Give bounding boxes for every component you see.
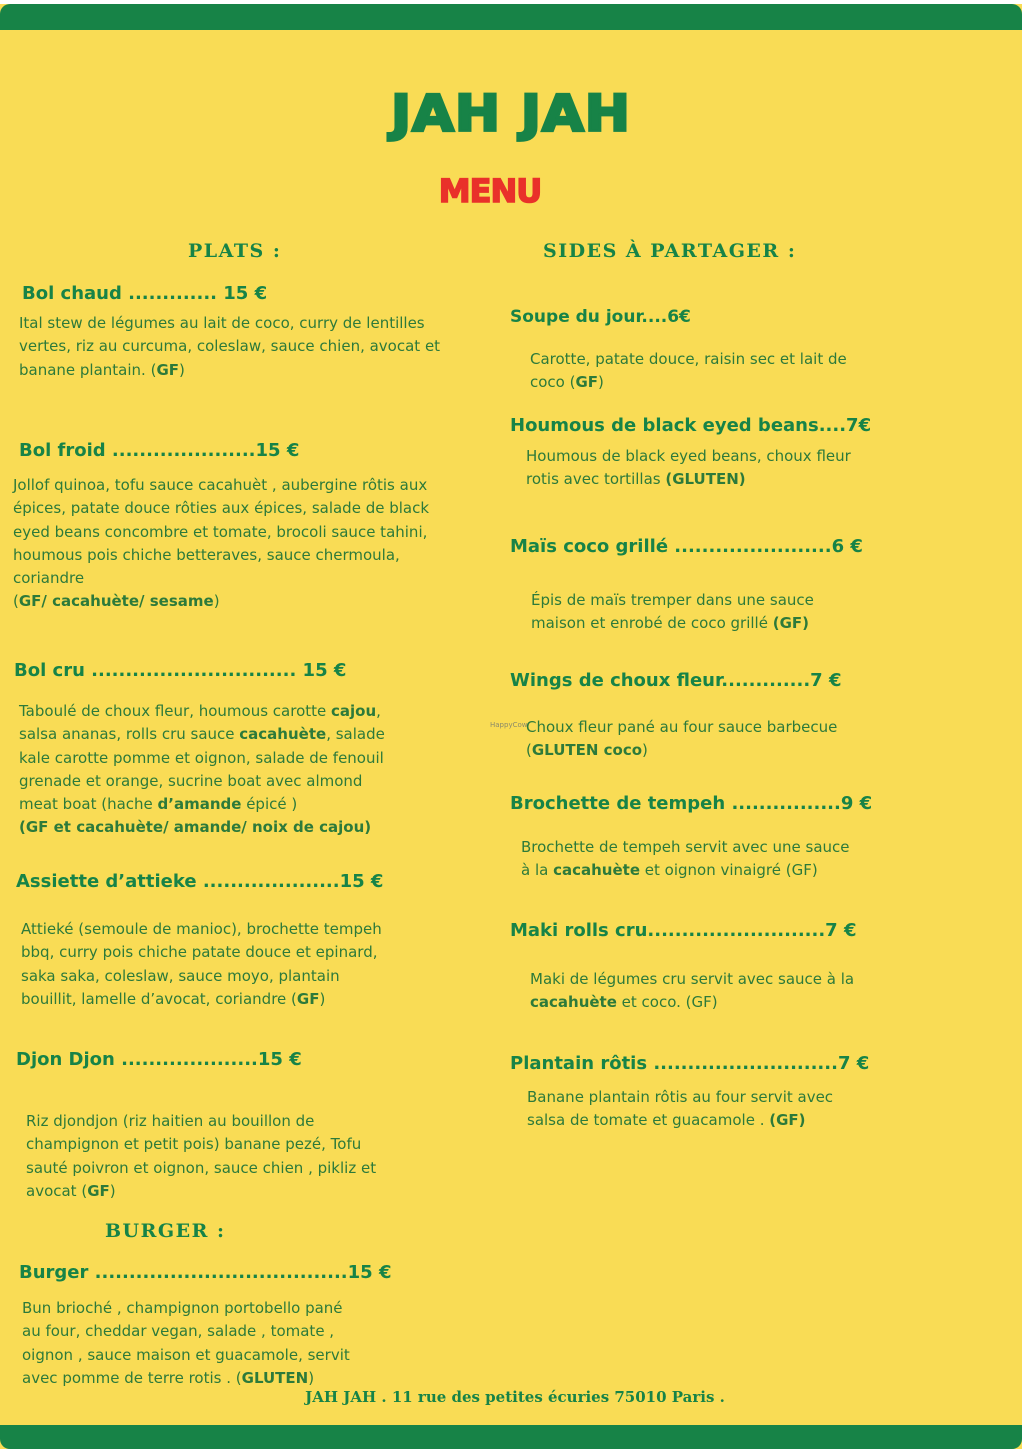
item-burger-desc [22, 1297, 350, 1390]
side-mais-title: Maïs coco grillé .......................6 € [510, 536, 863, 557]
bold-fragment: GF [296, 989, 320, 1008]
description-line: grenade et orange, sucrine boat avec almond [19, 771, 363, 790]
item-djon-djon-desc [26, 1110, 376, 1203]
restaurant-name: JAH JAH [391, 84, 631, 143]
description-line [13, 590, 429, 613]
text-fragment: meat boat (hache [19, 795, 158, 814]
text-fragment: ) [179, 360, 185, 379]
bold-fragment: GLUTEN [241, 1368, 309, 1387]
description-line: kale carotte pomme et oignon, salade de fenouil [19, 748, 384, 767]
text-fragment: Taboulé de choux fleur, houmous carotte [19, 702, 332, 720]
menu-page [0, 4, 1022, 1449]
description-line [530, 991, 854, 1014]
bold-fragment: cacahuète [239, 725, 327, 744]
description-line: Brochette de tempeh servit avec une sauce [521, 838, 850, 856]
bold-fragment: GF [87, 1181, 110, 1200]
bold-fragment: cajou [331, 702, 377, 720]
item-bol-froid-desc [13, 474, 429, 614]
text-fragment: épicé ) [241, 795, 298, 814]
description-line: saka saka, coleslaw, sauce moyo, plantain [21, 966, 340, 985]
item-bol-cru-title: Bol cru .............................. 15 € [14, 660, 347, 681]
text-fragment: coco ( [530, 373, 576, 392]
side-plantain-title: Plantain rôtis ...........................7 € [510, 1053, 870, 1074]
menu-title: MENU [438, 172, 542, 210]
text-fragment: bouillit, lamelle d’avocat, coriandre ( [21, 989, 297, 1008]
bold-fragment: (GF) [769, 1111, 806, 1130]
bold-fragment: cacahuète [553, 861, 640, 880]
bold-fragment: GLUTEN coco [531, 741, 643, 760]
description-line: Banane plantain rôtis au four servit avec [527, 1088, 834, 1106]
description-line: vertes, riz au curcuma, coleslaw, sauce chien, avocat et [19, 337, 441, 356]
description-line [19, 816, 385, 839]
plats-heading: PLATS : [188, 240, 282, 262]
text-fragment: , [376, 702, 381, 720]
text-fragment: , salade [326, 725, 385, 744]
description-line: Jollof quinoa, tofu sauce cacahuèt , aubergine rôtis aux [13, 476, 428, 494]
text-fragment: banane plantain. ( [19, 360, 157, 379]
description-line [526, 739, 837, 762]
text-fragment: ) [213, 592, 220, 611]
description-line: sauté poivron et oignon, sauce chien , pikliz et [26, 1158, 377, 1177]
description-line: Ital stew de légumes au lait de coco, curry de lentilles [19, 314, 425, 332]
side-plantain-desc [527, 1086, 833, 1133]
description-line: Houmous de black eyed beans, choux fleur [526, 447, 851, 465]
text-fragment: ) [319, 989, 326, 1008]
description-line: Choux fleur pané au four sauce barbecue [526, 718, 838, 736]
bottom-green-band [0, 1425, 1022, 1449]
description-line: au four, cheddar vegan, salade , tomate , [22, 1322, 335, 1341]
side-brochette-desc [521, 836, 850, 883]
item-bol-cru-desc [19, 700, 385, 840]
burger-heading: BURGER : [105, 1220, 226, 1242]
description-line: Bun brioché , champignon portobello pané [22, 1299, 343, 1317]
bold-fragment: cacahuète [530, 993, 617, 1012]
text-fragment: et oignon vinaigré (GF) [640, 861, 818, 880]
description-line [19, 723, 385, 746]
description-line: coriandre [13, 569, 85, 588]
description-line: houmous pois chiche betteraves, sauce chermoula, [13, 545, 400, 564]
happycow-watermark: HappyCow [490, 721, 528, 729]
text-fragment: salsa de tomate et guacamole . [527, 1111, 770, 1130]
text-fragment: ( [526, 741, 532, 760]
item-assiette-attieke-desc [21, 918, 382, 1011]
bold-fragment: (GF) [772, 614, 809, 633]
footer-address: JAH JAH . 11 rue des petites écuries 75010 Paris . [305, 1388, 725, 1406]
text-fragment: ) [109, 1181, 116, 1200]
side-houmous-desc [526, 445, 851, 492]
description-line: bbq, curry pois chiche patate douce et epinard, [21, 943, 378, 962]
item-burger-title: Burger .....................................15 € [19, 1262, 392, 1283]
text-fragment: et coco. (GF) [616, 993, 718, 1012]
side-mais-desc [531, 589, 814, 636]
description-line: Maki de légumes cru servit avec sauce à la [530, 970, 855, 988]
sides-heading: SIDES À PARTAGER : [543, 240, 797, 262]
description-line: Riz djondjon (riz haitien au bouillon de [26, 1112, 315, 1130]
description-line [22, 1367, 350, 1390]
description-line [19, 793, 385, 816]
text-fragment: ) [308, 1368, 315, 1387]
description-line [19, 359, 440, 382]
bold-fragment: GF [575, 373, 599, 392]
description-line: Attieké (semoule de manioc), brochette tempeh [21, 920, 382, 938]
description-line [526, 468, 851, 491]
side-maki-title: Maki rolls cru..........................7 € [510, 920, 857, 941]
description-line [26, 1180, 376, 1203]
text-fragment: salsa ananas, rolls cru sauce [19, 725, 240, 744]
item-bol-chaud-desc [19, 312, 440, 382]
description-line [527, 1109, 833, 1132]
side-brochette-title: Brochette de tempeh ................9 € [510, 793, 873, 814]
text-fragment: avocat ( [26, 1181, 88, 1200]
description-line: champignon et petit pois) banane pezé, Tofu [26, 1135, 362, 1154]
text-fragment: rotis avec tortillas [526, 470, 666, 489]
bold-fragment: (GLUTEN) [665, 470, 746, 489]
description-line [21, 988, 382, 1011]
side-wings-title: Wings de choux fleur.............7 € [510, 670, 842, 691]
text-fragment: ( [13, 592, 19, 611]
item-bol-froid-title: Bol froid .....................15 € [19, 440, 300, 461]
text-fragment: maison et enrobé de coco grillé [531, 614, 773, 633]
description-line: épices, patate douce rôties aux épices, salade de black [13, 499, 430, 518]
item-bol-chaud-title: Bol chaud ............. 15 € [22, 283, 268, 304]
description-line [521, 859, 850, 882]
side-soupe-desc [530, 348, 847, 395]
side-wings-desc [526, 716, 837, 763]
description-line: Épis de maïs tremper dans une sauce [531, 591, 814, 609]
bold-fragment: (GF et cacahuète/ amande/ noix de cajou) [19, 818, 372, 837]
description-line [531, 612, 814, 635]
description-line [19, 700, 385, 723]
description-line: eyed beans concombre et tomate, brocoli sauce tahini, [13, 522, 428, 541]
side-maki-desc [530, 968, 854, 1015]
side-houmous-title: Houmous de black eyed beans....7€ [510, 415, 872, 436]
text-fragment: à la [521, 861, 554, 880]
text-fragment: ) [598, 373, 604, 392]
text-fragment: avec pomme de terre rotis . ( [22, 1368, 242, 1387]
description-line: oignon , sauce maison et guacamole, servit [22, 1345, 350, 1364]
item-assiette-attieke-title: Assiette d’attieke ....................15 € [16, 871, 384, 892]
bold-fragment: d’amande [157, 795, 242, 814]
bold-fragment: GF [156, 360, 180, 379]
item-djon-djon-title: Djon Djon ....................15 € [16, 1049, 302, 1070]
bold-fragment: GF/ cacahuète/ sesame [18, 592, 214, 611]
description-line [530, 371, 847, 394]
description-line: Carotte, patate douce, raisin sec et lait de [530, 350, 847, 368]
text-fragment: ) [642, 741, 648, 760]
side-soupe-title: Soupe du jour....6€ [510, 307, 691, 327]
top-green-band [0, 4, 1022, 30]
